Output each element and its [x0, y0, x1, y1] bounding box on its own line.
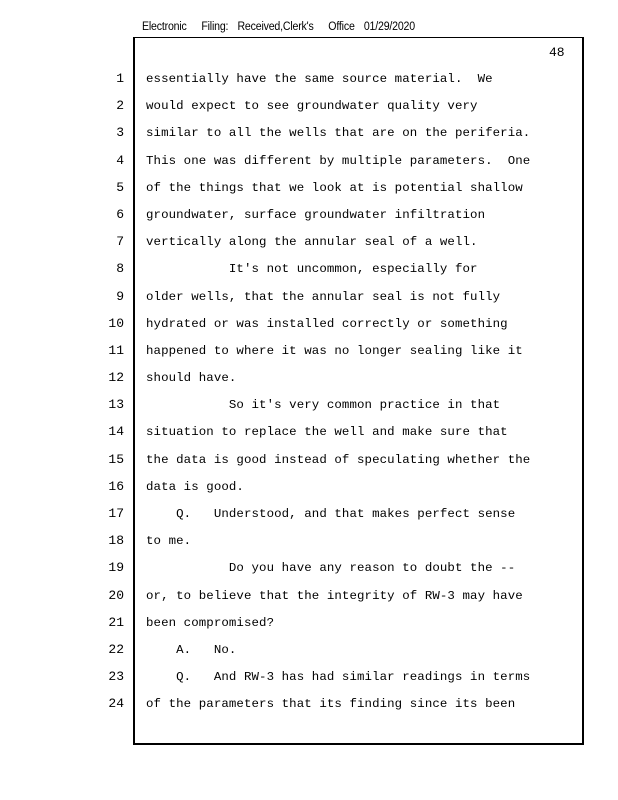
transcript-line: hydrated or was installed correctly or something [146, 316, 508, 331]
line-number: 20 [108, 587, 124, 603]
transcript-line: Q. Understood, and that makes perfect sense [146, 507, 516, 521]
transcript-line: should have. [146, 371, 237, 386]
page-number: 48 [549, 45, 565, 60]
transcript-line: happened to where it was no longer sealing like it [146, 343, 523, 358]
line-number-column [108, 69, 124, 722]
filing-stamp-electronic: Electronic [142, 21, 187, 33]
line-number: 13 [108, 397, 124, 413]
line-number: 9 [116, 288, 124, 304]
transcript-line: would expect to see groundwater quality very [146, 99, 478, 114]
line-number: 24 [108, 696, 124, 712]
line-number: 3 [116, 125, 124, 141]
transcript-line: older wells, that the annular seal is not fully [146, 289, 501, 304]
line-number: 10 [108, 315, 124, 331]
line-number: 16 [108, 478, 124, 494]
transcript-line: Do you have any reason to doubt the -- [146, 561, 516, 576]
line-number: 4 [116, 152, 124, 168]
filing-stamp-office: Office [328, 21, 355, 33]
line-number: 22 [108, 641, 124, 657]
line-number: 12 [108, 370, 124, 386]
line-number: 14 [108, 424, 124, 440]
transcript-line: This one was different by multiple parameters. One [146, 153, 531, 168]
transcript-line: essentially have the same source material. We [146, 72, 493, 86]
line-number: 8 [116, 261, 124, 277]
transcript-line: groundwater, surface groundwater infiltration [146, 207, 486, 222]
line-number: 19 [108, 560, 124, 576]
line-number: 18 [108, 533, 124, 549]
transcript-line: So it's very common practice in that [146, 398, 501, 413]
transcript-line: vertically along the annular seal of a well. [146, 235, 478, 250]
transcript-text [146, 69, 576, 722]
transcript-line: Q. And RW-3 has had similar readings in terms [146, 670, 531, 685]
transcript-line: It's not uncommon, especially for [146, 262, 478, 277]
transcript-line: or, to believe that the integrity of RW-3 may have [146, 588, 523, 603]
transcript-line: to me. [146, 534, 192, 549]
transcript-line: A. No. [146, 642, 237, 657]
transcript-line: data is good. [146, 479, 244, 494]
filing-stamp-filing: Filing: [201, 21, 229, 33]
line-number: 2 [116, 98, 124, 114]
line-number: 6 [116, 206, 124, 222]
line-number: 7 [116, 234, 124, 250]
line-number: 1 [116, 71, 124, 86]
transcript-line: of the things that we look at is potential shallow [146, 180, 523, 195]
line-number: 5 [116, 179, 124, 195]
transcript-line: similar to all the wells that are on the periferia. [146, 126, 531, 141]
transcript-line: the data is good instead of speculating whether the [146, 452, 531, 467]
filing-stamp-header [142, 21, 430, 33]
transcript-line: situation to replace the well and make sure that [146, 425, 508, 440]
line-number: 23 [108, 669, 124, 685]
line-number: 11 [108, 342, 124, 358]
line-number: 15 [108, 451, 124, 467]
line-number: 17 [108, 506, 124, 521]
filing-stamp-received: Received,Clerk's [237, 21, 314, 33]
line-number: 21 [108, 614, 124, 630]
transcript-line: been compromised? [146, 615, 275, 630]
filing-stamp-date: 01/29/2020 [363, 21, 415, 33]
transcript-line: of the parameters that its finding since its been [146, 697, 516, 712]
